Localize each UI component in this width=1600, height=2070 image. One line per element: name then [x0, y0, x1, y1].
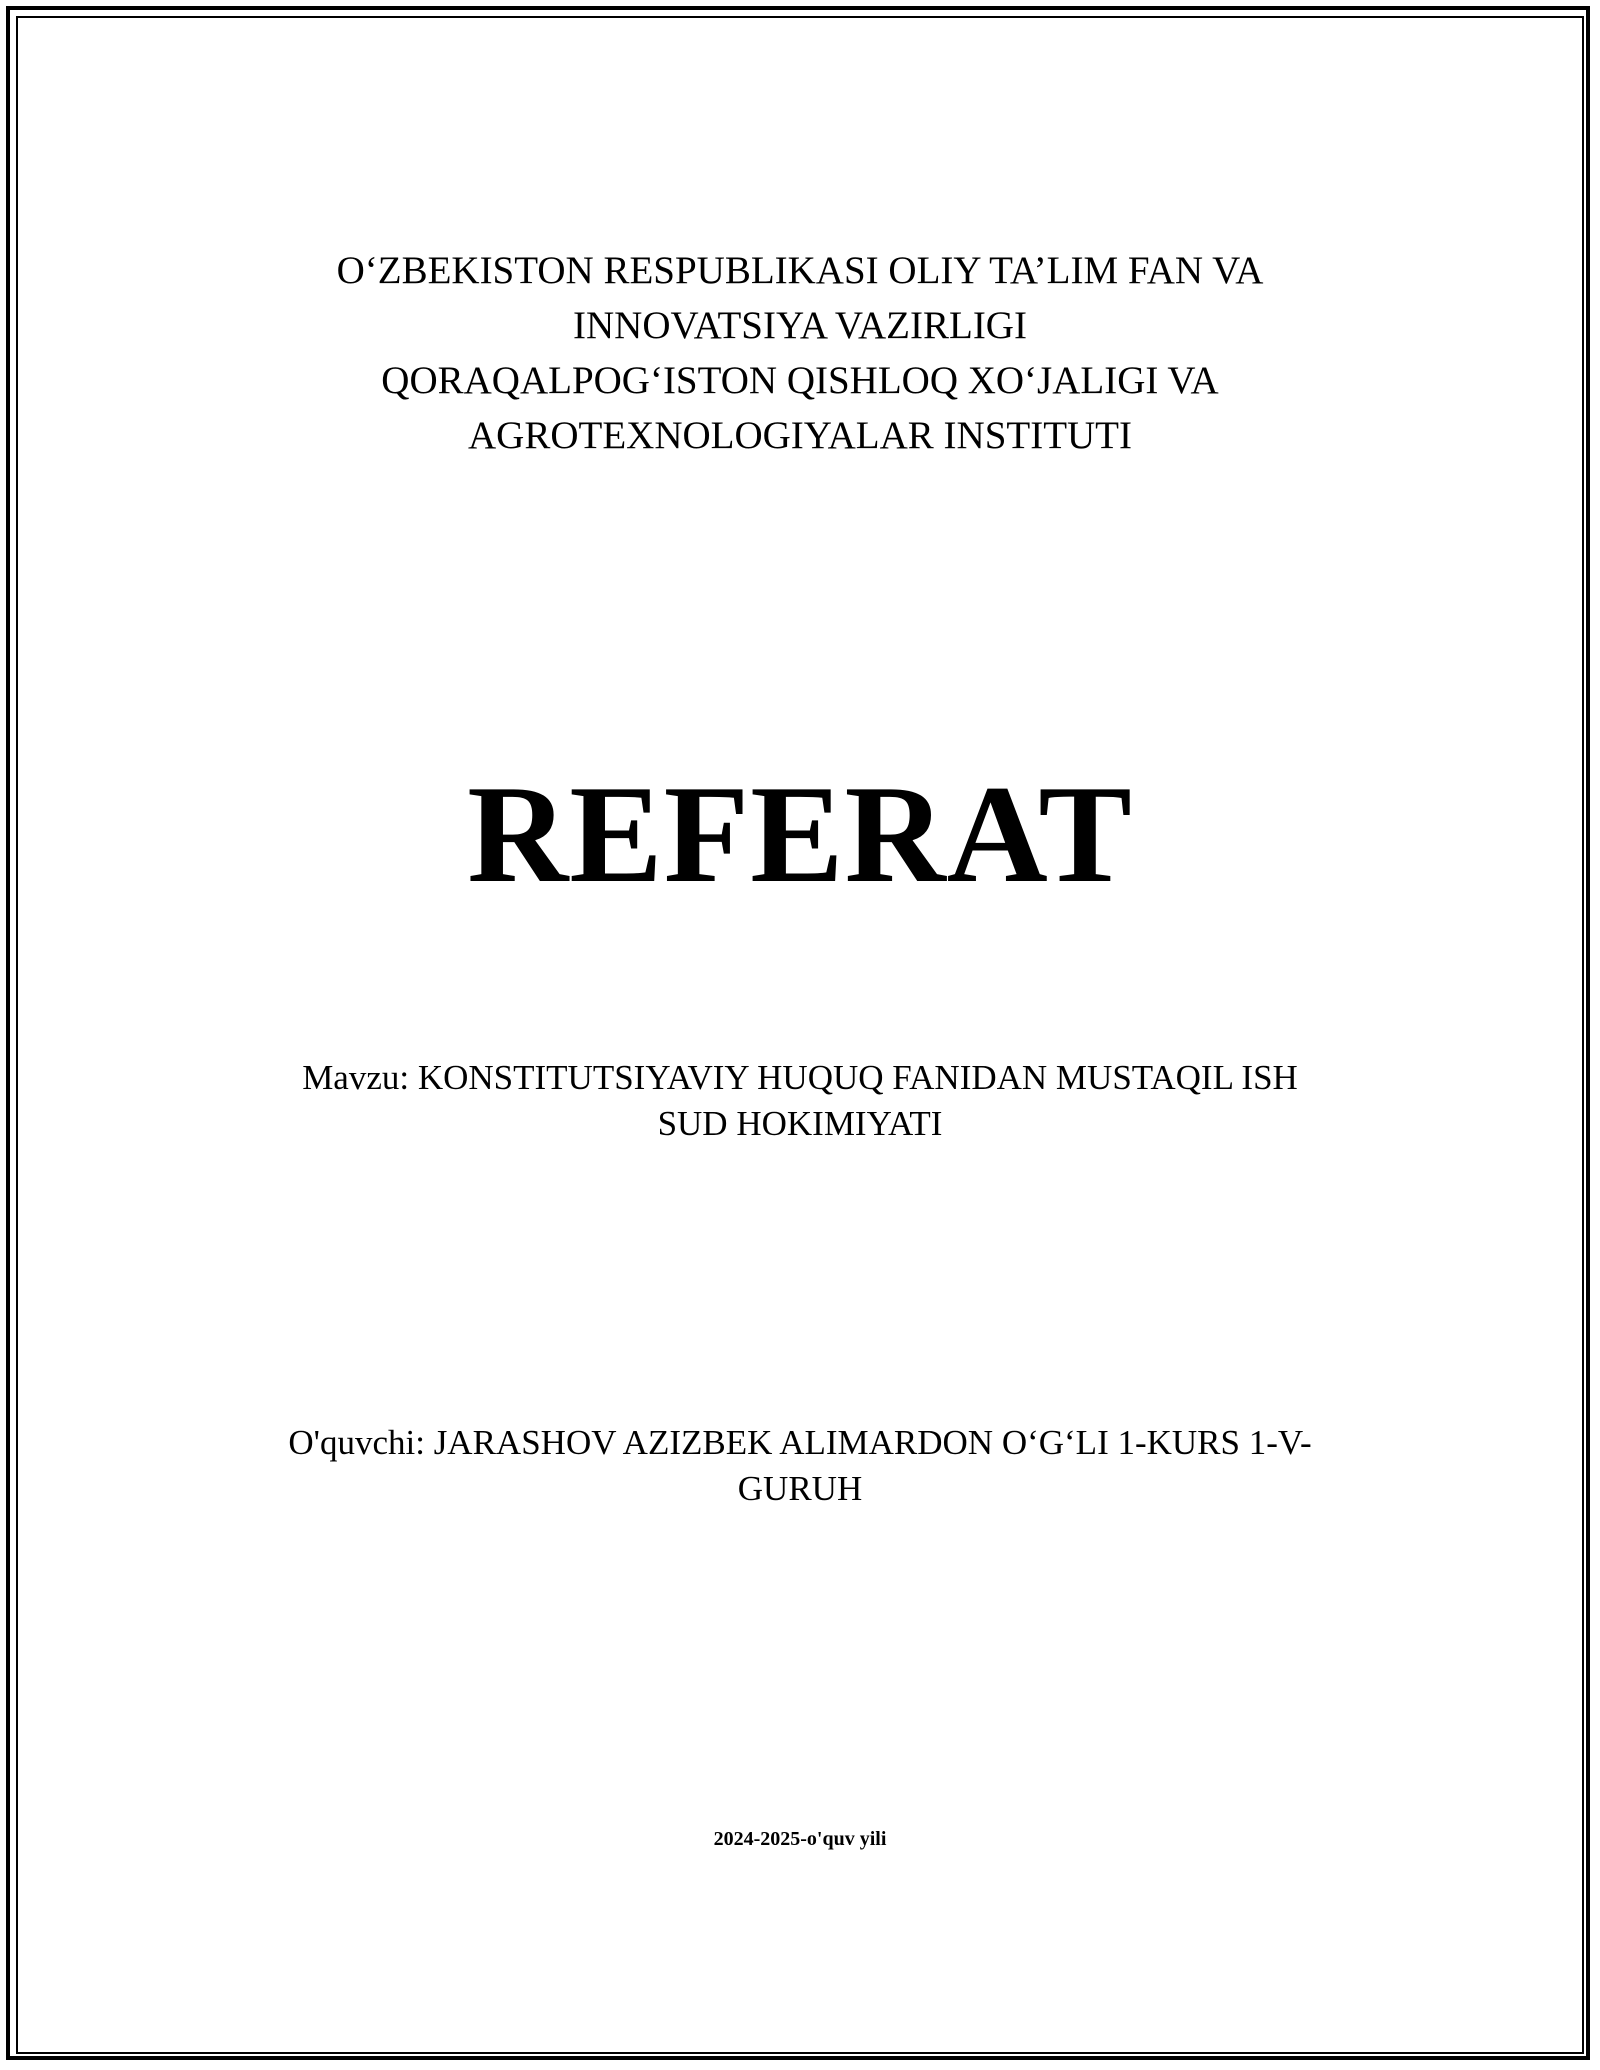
header-line-3: QORAQALPOG‘ISTON QISHLOQ XO‘JALIGI VA [381, 359, 1219, 402]
student-line-2: GURUH [737, 1469, 863, 1508]
academic-year: 2024-2025-o'quv yili [713, 1828, 887, 1850]
topic-line-2: SUD HOKIMIYATI [657, 1104, 943, 1143]
topic-line-1: Mavzu: KONSTITUTSIYAVIY HUQUQ FANIDAN MUSTAQIL ISH [302, 1058, 1298, 1097]
topic-section [0, 1055, 1600, 1147]
institution-header [0, 243, 1600, 463]
document-title: REFERAT [467, 757, 1133, 912]
student-section [0, 1420, 1600, 1512]
student-line-1: O'quvchi: JARASHOV AZIZBEK ALIMARDON O‘G‘LI 1-KURS 1-V- [288, 1423, 1312, 1462]
header-line-2: INNOVATSIYA VAZIRLIGI [573, 304, 1027, 347]
header-line-4: AGROTEXNOLOGIYALAR INSTITUTI [468, 414, 1132, 457]
header-line-1: O‘ZBEKISTON RESPUBLIKASI OLIY TA’LIM FAN VA [336, 249, 1264, 292]
